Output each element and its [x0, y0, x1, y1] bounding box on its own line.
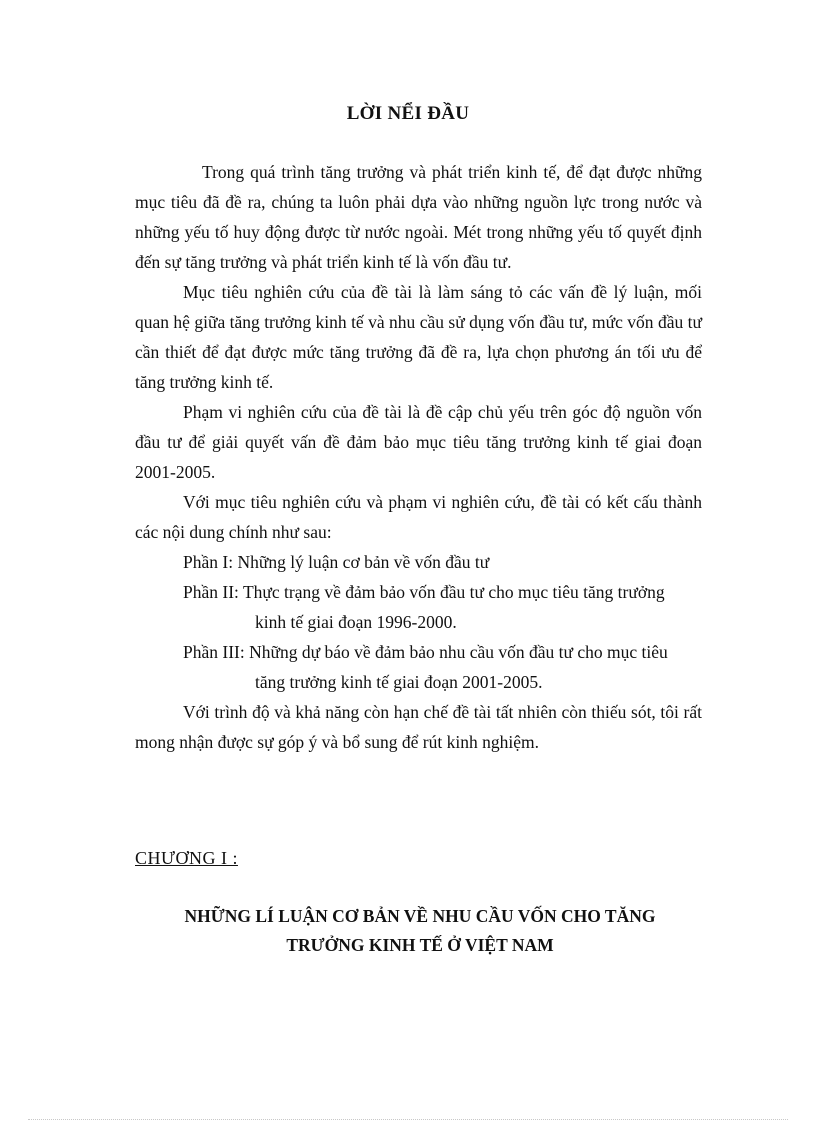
part-3-continuation: tăng trưởng kinh tế giai đoạn 2001-2005.	[255, 672, 543, 692]
chapter-title-line-2: TRƯỞNG KINH TẾ Ở VIỆT NAM	[286, 935, 554, 955]
paragraph-objectives: Mục tiêu nghiên cứu của đề tài là làm sáng tỏ các vấn đề lý luận, mối quan hệ giữa tăng trưởng kinh tế và nhu cầu sử dụng vốn đầu tư, mức vốn đầu tư cần thiết để đạt được mức tăng trưởng đã đề ra, lựa chọn phương án tối ưu để tăng trưởng kinh tế.	[135, 282, 702, 392]
chapter-title-line-1: NHỮNG LÍ LUẬN CƠ BẢN VỀ NHU CẦU VỐN CHO TĂNG	[184, 906, 656, 926]
part-1-line: Phần I: Những lý luận cơ bản về vốn đầu tư	[183, 552, 490, 572]
paragraph-intro: Trong quá trình tăng trưởng và phát triển kinh tế, để đạt được những mục tiêu đã đề ra, chúng ta luôn phải dựa vào những nguồn lực trong nước và những yếu tố huy động được từ nước ngoài. Mét trong những yếu tố quyết định đến sự tăng trưởng và phát triển kinh tế là vốn đầu tư.	[135, 162, 702, 272]
paragraph-structure: Với mục tiêu nghiên cứu và phạm vi nghiên cứu, đề tài có kết cấu thành các nội dung chính như sau:	[135, 492, 702, 542]
part-2-continuation: kinh tế giai đoạn 1996-2000.	[255, 612, 457, 632]
body-text	[135, 157, 702, 757]
page-title: LỜI NỂI ĐẦU	[346, 103, 470, 124]
part-3-line: Phần III: Những dự báo về đảm bảo nhu cầu vốn đầu tư cho mục tiêu	[183, 642, 668, 662]
page-bottom-divider	[28, 1119, 788, 1120]
paragraph-closing: Với trình độ và khả năng còn hạn chế đề tài tất nhiên còn thiếu sót, tôi rất mong nhận được sự góp ý và bổ sung để rút kinh nghiệm.	[135, 702, 702, 752]
paragraph-scope: Phạm vi nghiên cứu của đề tài là đề cập chủ yếu trên góc độ nguồn vốn đầu tư để giải quyết vấn đề đảm bảo mục tiêu tăng trưởng kinh tế giai đoạn 2001-2005.	[135, 402, 702, 482]
chapter-title	[100, 902, 740, 960]
part-2-line: Phần II: Thực trạng về đảm bảo vốn đầu tư cho mục tiêu tăng trưởng	[183, 582, 665, 602]
chapter-label: CHƯƠNG I :	[135, 848, 238, 868]
